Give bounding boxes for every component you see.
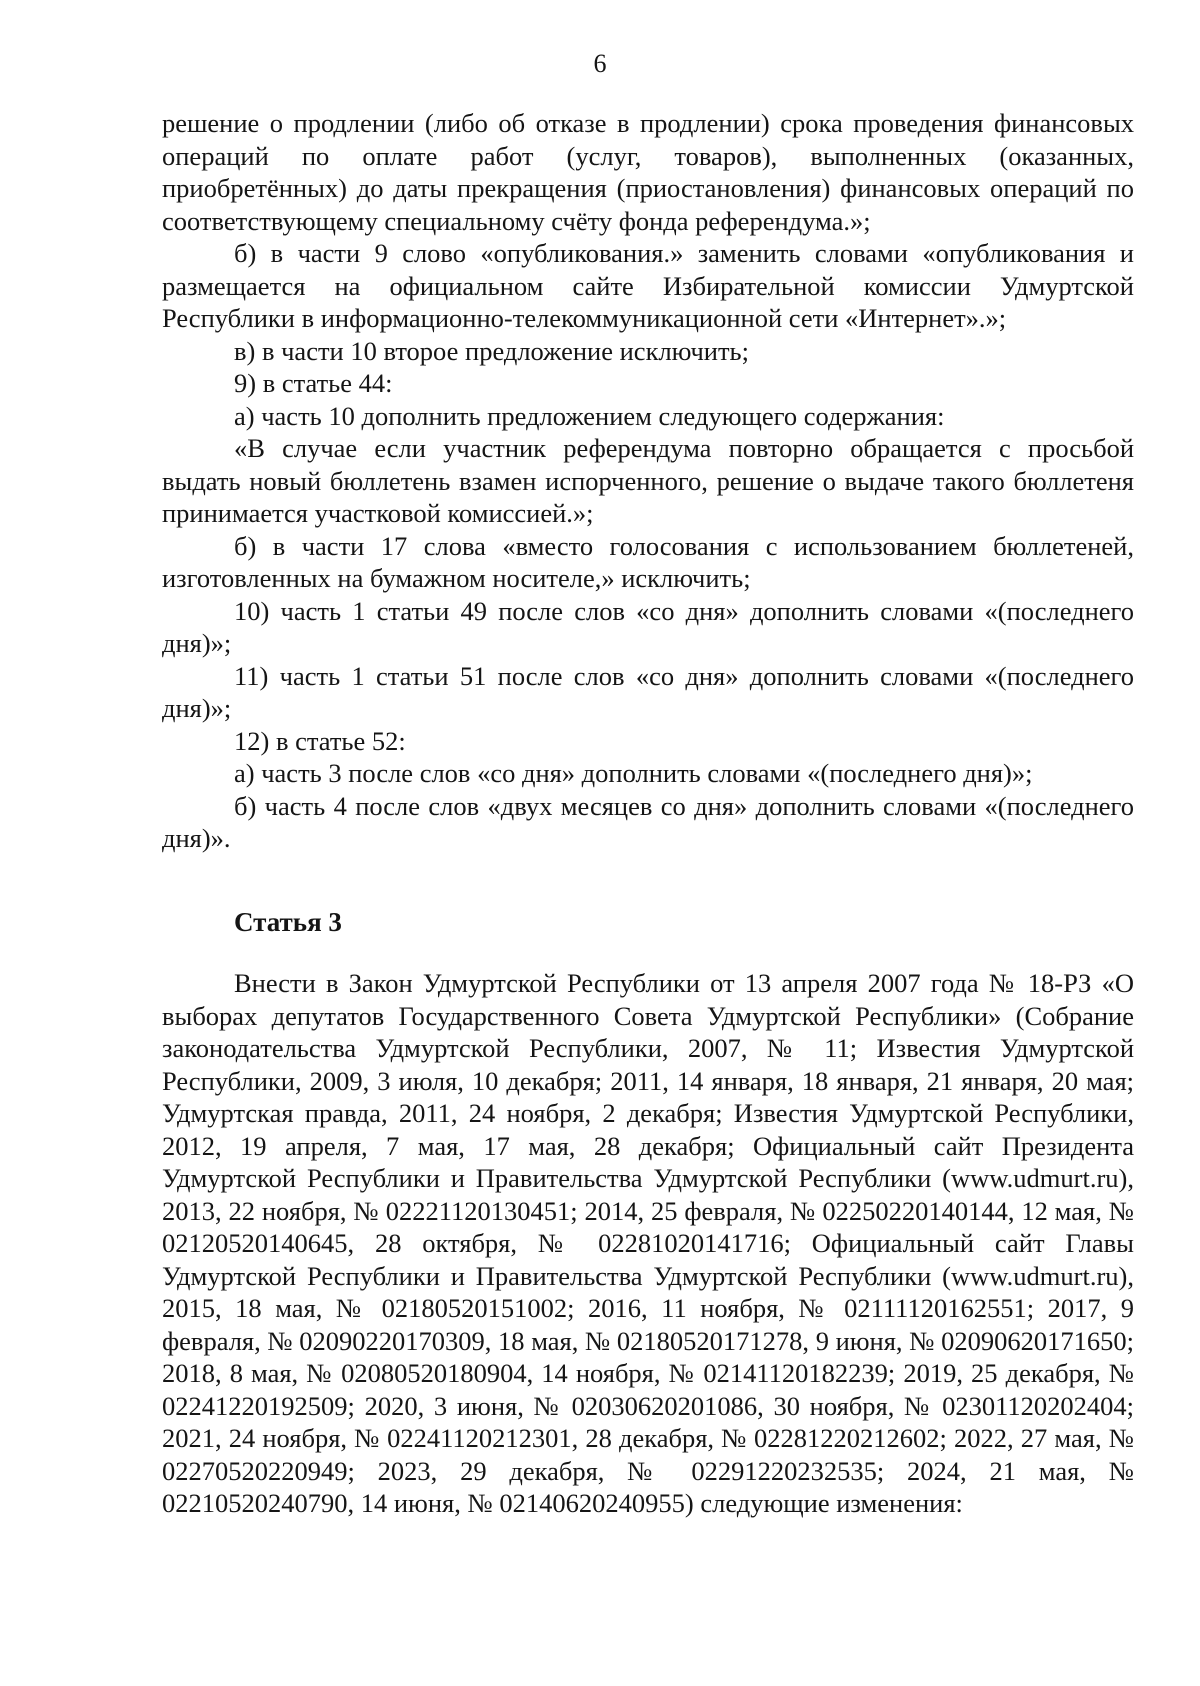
article-heading: Статья 3 — [234, 907, 342, 937]
paragraph: 11) часть 1 статьи 51 после слов «со дня» дополнить словами «(последнего дня)»; — [162, 660, 1134, 723]
paragraph: 9) в статье 44: — [234, 368, 393, 398]
page-number: 6 — [593, 49, 607, 78]
paragraph: Внести в Закон Удмуртской Республики от 13 апреля 2007 года № 18-РЗ «О выборах депутатов Государственного Совета Удмуртской Республики» (Собрание законодательства Удмуртской Республики, 2007, № 11; Известия Удмуртской Республики, 2009, 3 июля, 10 декабря; 2011, 14 января, 18 января, 21 января, 20 мая; Удмуртская правда, 2011, 24 ноября, 2 декабря; Известия Удмуртской Республики, 2012, 19 апреля, 7 мая, 17 мая, 28 декабря; Официальный сайт Президента Удмуртской Республики и Правительства Удмуртской Республики (www.udmurt.ru), 2013, 22 ноября, № 02221120130451; 2014, 25 февраля, № 02250220140144, 12 мая, № 02120520140645, 28 октября, № 02281020141716; Официальный сайт Главы Удмуртской Республики и Правительства Удмуртской Республики (www.udmurt.ru), 2015, 18 мая, № 02180520151002; 2016, 11 ноября, № 02111120162551; 2017, 9 февраля, № 02090220170309, 18 мая, № 02180520171278, 9 июня, № 02090620171650; 2018, 8 мая, № 02080520180904, 14 ноября, № 02141120182239; 2019, 25 декабря, № 02241220192509; 2020, 3 июня, № 02030620201086, 30 ноября, № 02301120202404; 2021, 24 ноября, № 02241120212301, 28 декабря, № 02281220212602; 2022, 27 мая, № 02270520220949; 2023, 29 декабря, № 02291220232535; 2024, 21 мая, № 02210520240790, 14 июня, № 02140620240955) следующие изменения: — [162, 968, 1134, 1518]
paragraph: б) часть 4 после слов «двух месяцев со дня» дополнить словами «(последнего дня)». — [162, 790, 1134, 853]
amendments-block — [162, 107, 1134, 855]
paragraph: б) в части 9 слово «опубликования.» заменить словами «опубликования и размещается на официальном сайте Избирательной комиссии Удмуртской Республики в информационно-телекоммуникационной сети «Интернет».»; — [162, 238, 1134, 333]
paragraph: решение о продлении (либо об отказе в продлении) срока проведения финансовых операций по оплате работ (услуг, товаров), выполненных (оказанных, приобретённых) до даты прекращения (приостановления) финансовых операций по соответствующему специальному счёту фонда референдума.»; — [162, 108, 1134, 236]
paragraph: а) часть 3 после слов «со дня» дополнить словами «(последнего дня)»; — [234, 758, 1033, 788]
paragraph: в) в части 10 второе предложение исключить; — [234, 335, 749, 366]
paragraph: а) часть 10 дополнить предложением следующего содержания: — [234, 400, 945, 431]
paragraph: б) в части 17 слова «вместо голосования с использованием бюллетеней, изготовленных на бумажном носителе,» исключить; — [162, 530, 1134, 593]
paragraph: 10) часть 1 статьи 49 после слов «со дня» дополнить словами «(последнего дня)»; — [162, 595, 1134, 658]
quoted-paragraph: «В случае если участник референдума повторно обращается с просьбой выдать новый бюллетень взамен испорченного, решение о выдаче такого бюллетеня принимается участковой комиссией.»; — [162, 433, 1134, 528]
paragraph: 12) в статье 52: — [234, 725, 406, 756]
article-3-block — [162, 967, 1134, 1520]
